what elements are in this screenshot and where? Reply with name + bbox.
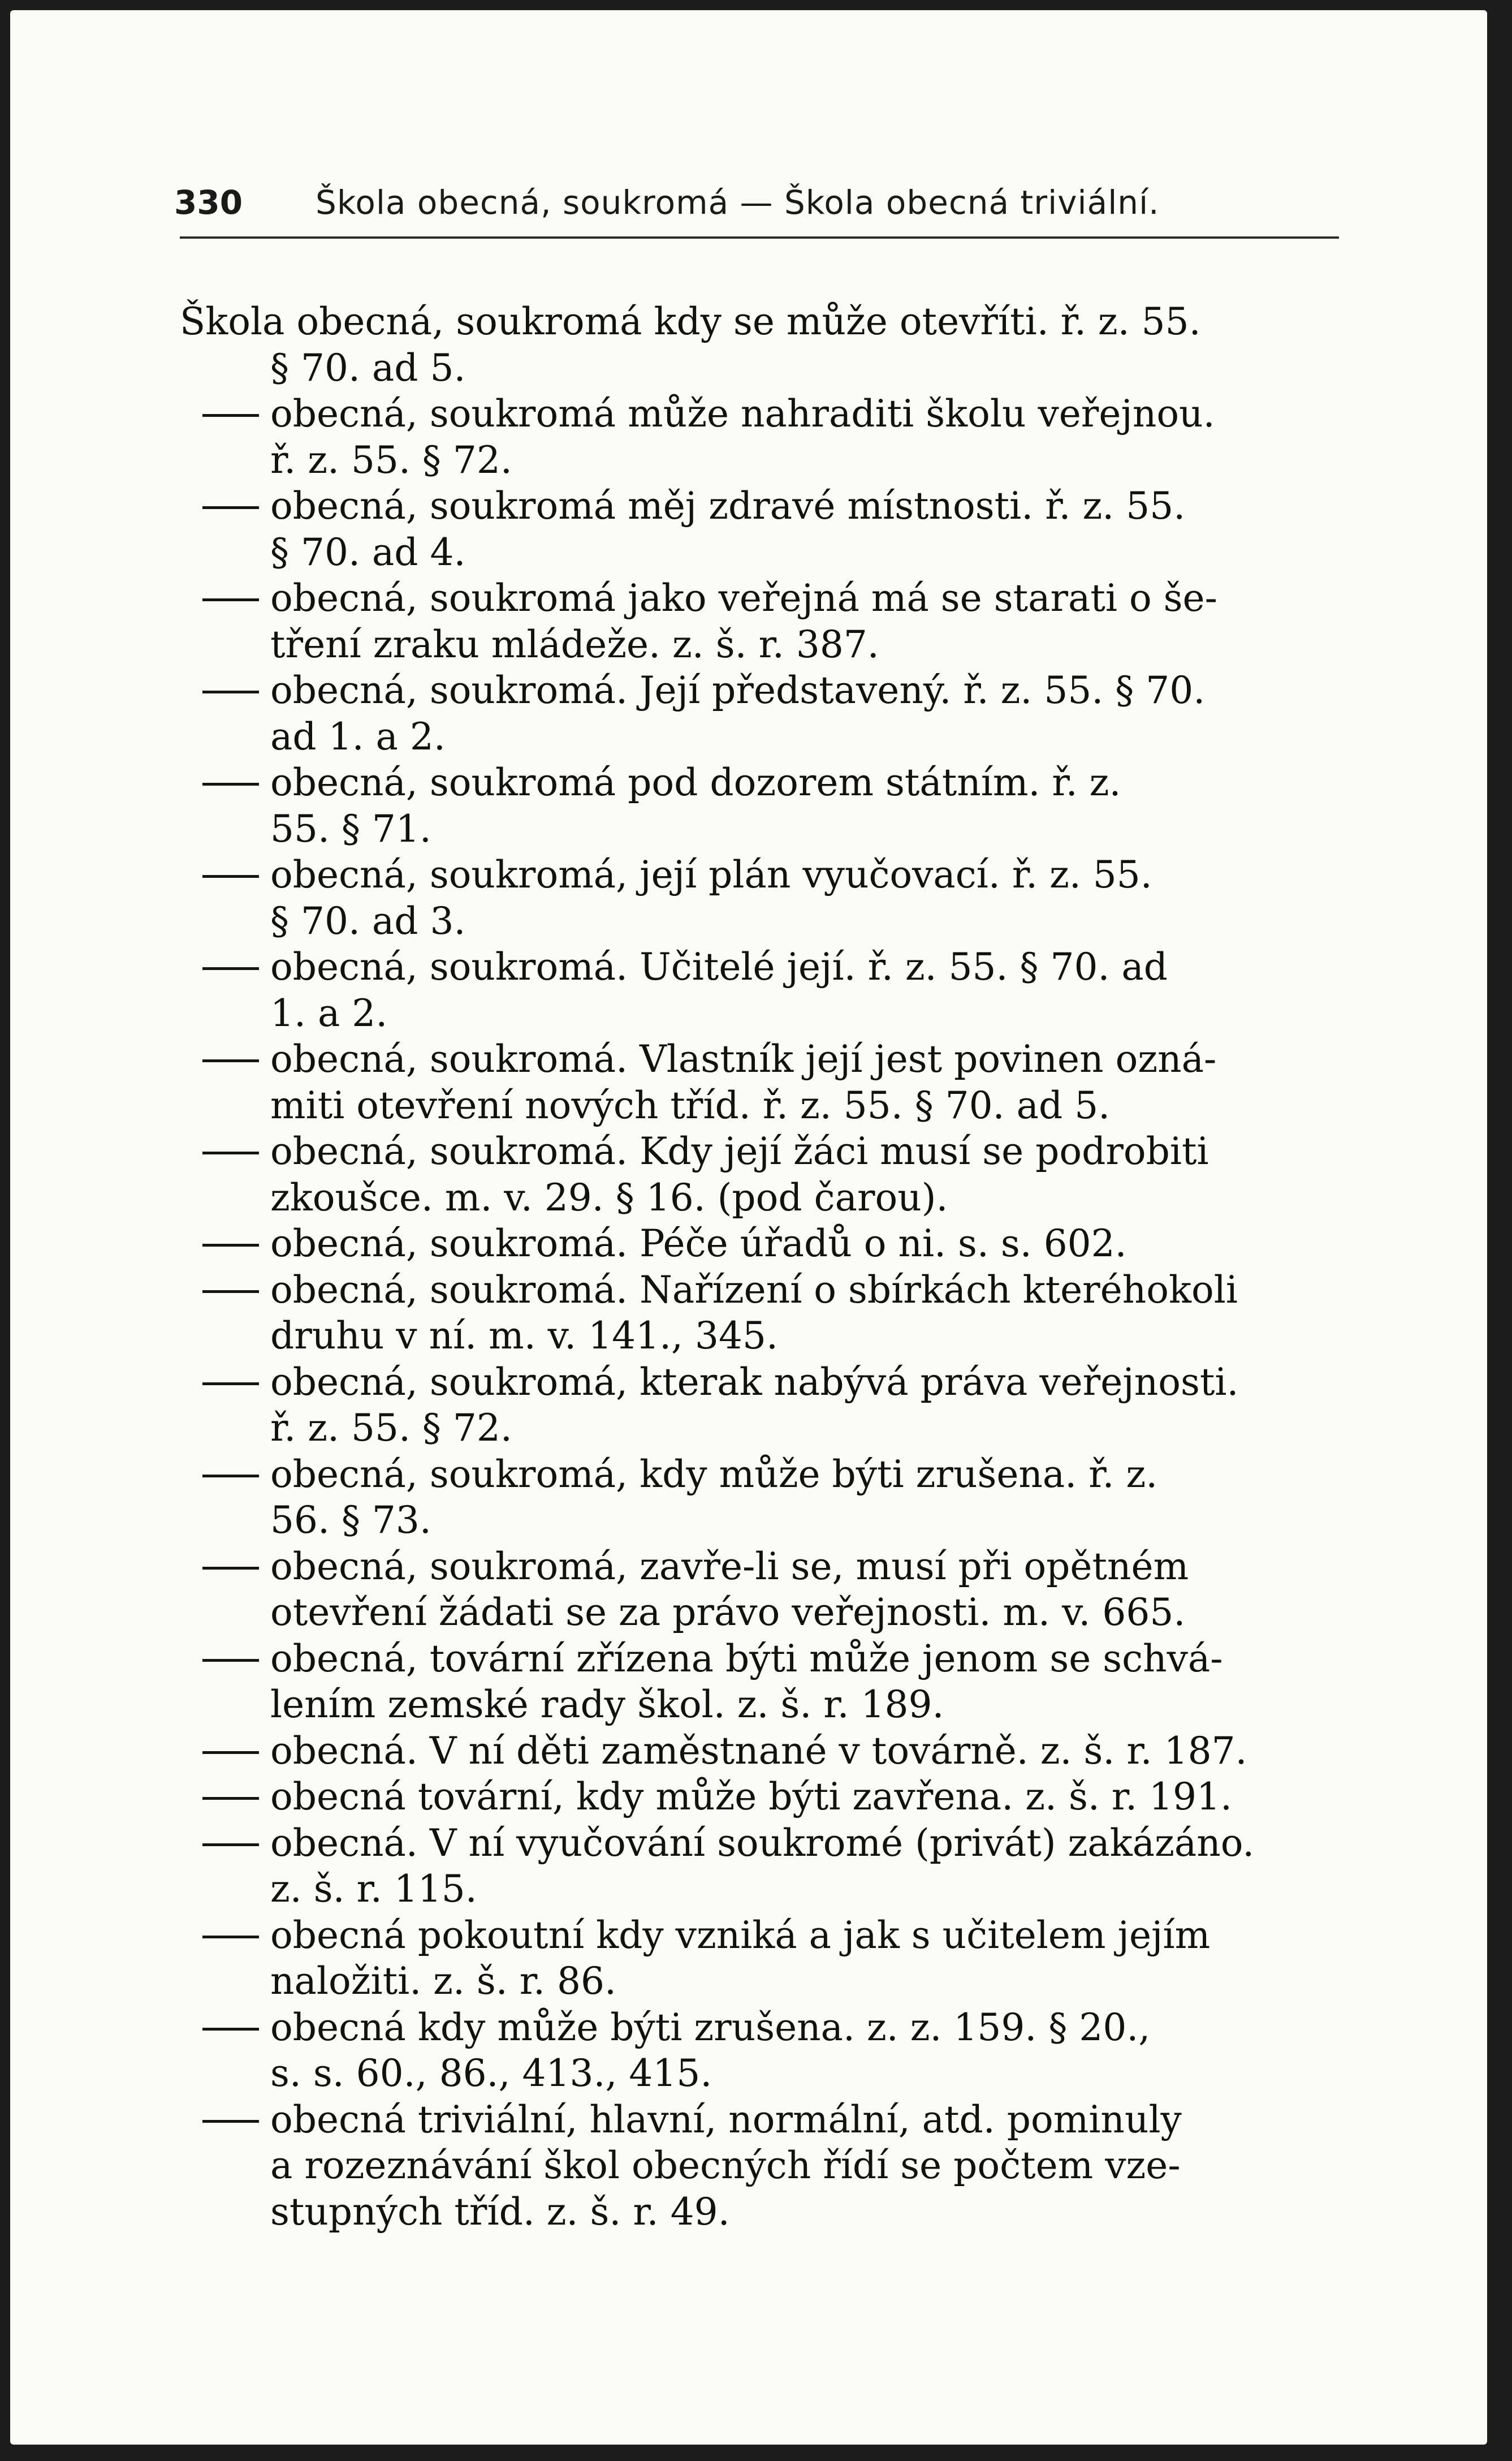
- entry-text: obecná, soukromá. Péče úřadů o ni. s. s. 602.: [270, 1222, 1127, 1265]
- entry-text: obecná, soukromá, její plán vyučovací. ř. z. 55.: [270, 853, 1152, 897]
- entry-continuation-line: [180, 1175, 1356, 1221]
- entry-text: obecná pokoutní kdy vzniká a jak s učitelem jejím: [270, 1913, 1211, 1957]
- index-entry: [180, 1912, 1356, 2005]
- index-entry: [180, 1774, 1356, 1820]
- index-entry: [180, 1128, 1356, 1221]
- entry-text: zkoušce. m. v. 29. § 16. (pod čarou).: [270, 1175, 948, 1219]
- entry-text: ad 1. a 2.: [270, 714, 446, 758]
- entry-text: s. s. 60., 86., 413., 415.: [270, 2051, 712, 2095]
- entry-text: ř. z. 55. § 72.: [270, 438, 512, 482]
- entry-continuation-line: [180, 1083, 1356, 1129]
- entry-continuation-line: [180, 714, 1356, 760]
- entry-continuation-line: [180, 1497, 1356, 1544]
- entry-line: [180, 2097, 1356, 2143]
- running-title: Škola obecná, soukromá — Škola obecná triviální.: [316, 183, 1160, 222]
- index-entry: [180, 391, 1356, 483]
- entry-line: [180, 483, 1356, 529]
- entry-text: druhu v ní. m. v. 141., 345.: [270, 1314, 778, 1357]
- entry-text: stupných tříd. z. š. r. 49.: [270, 2190, 730, 2234]
- book-page: [10, 10, 1487, 2445]
- entry-text: obecná, soukromá. Vlastník její jest povinen ozná-: [270, 1037, 1217, 1081]
- entry-text: obecná tovární, kdy může býti zavřena. z. š. r. 191.: [270, 1775, 1233, 1818]
- entry-line: [180, 1728, 1356, 1774]
- entry-line: [180, 667, 1356, 714]
- entry-text: obecná, tovární zřízena býti může jenom se schvá-: [270, 1636, 1223, 1680]
- entry-continuation-line: [180, 2050, 1356, 2097]
- entry-text: otevření žádati se za právo veřejnosti. m. v. 665.: [270, 1591, 1186, 1634]
- entry-line: [180, 1544, 1356, 1590]
- entry-text: naložiti. z. š. r. 86.: [270, 1959, 616, 2003]
- index-entry: [180, 1036, 1356, 1128]
- entry-continuation-line: [180, 898, 1356, 945]
- index-entry: [180, 944, 1356, 1036]
- entry-continuation-line: [180, 345, 1356, 391]
- index-entry: [180, 1359, 1356, 1451]
- entry-text: Škola obecná, soukromá kdy se může otevříti. ř. z. 55.: [180, 300, 1201, 343]
- entry-text: obecná kdy může býti zrušena. z. z. 159. § 20.,: [270, 2005, 1151, 2049]
- entry-continuation-line: [180, 529, 1356, 576]
- entry-text: z. š. r. 115.: [270, 1867, 477, 1911]
- entry-continuation-line: [180, 1313, 1356, 1359]
- entry-line: [180, 760, 1356, 806]
- entry-text: obecná. V ní děti zaměstnané v továrně. z. š. r. 187.: [270, 1729, 1247, 1773]
- entry-line: [180, 1451, 1356, 1498]
- entry-continuation-line: [180, 2143, 1356, 2189]
- entry-text: miti otevření nových tříd. ř. z. 55. § 70. ad 5.: [270, 1083, 1111, 1127]
- entry-continuation-line: [180, 806, 1356, 852]
- index-entry: [180, 299, 1356, 391]
- header-rule: [180, 236, 1339, 239]
- entry-continuation-line: [180, 1589, 1356, 1636]
- entry-line: [180, 944, 1356, 990]
- index-entry: [180, 1636, 1356, 1728]
- entry-continuation-line: [180, 2189, 1356, 2235]
- entry-line: [180, 2005, 1356, 2051]
- entry-line: [180, 391, 1356, 437]
- index-entry: [180, 483, 1356, 575]
- entry-line: [180, 852, 1356, 898]
- entry-text: § 70. ad 5.: [270, 346, 466, 390]
- entry-text: obecná, soukromá pod dozorem státním. ř. z.: [270, 761, 1121, 804]
- entry-continuation-line: [180, 1405, 1356, 1451]
- entry-line: [180, 1912, 1356, 1959]
- entry-line: [180, 299, 1356, 345]
- entry-text: 55. § 71.: [270, 807, 431, 851]
- index-entry: [180, 1267, 1356, 1359]
- entry-text: tření zraku mládeže. z. š. r. 387.: [270, 622, 879, 666]
- entry-text: obecná, soukromá. Nařízení o sbírkách kteréhokoli: [270, 1268, 1238, 1312]
- entry-text: obecná, soukromá. Její představený. ř. z. 55. § 70.: [270, 669, 1206, 712]
- index-entry: [180, 667, 1356, 760]
- entry-text: a rozeznávání škol obecných řídí se počtem vze-: [270, 2144, 1181, 2187]
- entry-text: 1. a 2.: [270, 991, 388, 1035]
- index-entry: [180, 852, 1356, 944]
- entry-text: obecná, soukromá. Kdy její žáci musí se podrobiti: [270, 1130, 1209, 1173]
- index-entry: [180, 760, 1356, 852]
- entry-text: obecná, soukromá jako veřejná má se starati o še-: [270, 576, 1217, 620]
- page-header: [174, 180, 1350, 225]
- entry-text: obecná, soukromá může nahraditi školu veřejnou.: [270, 392, 1215, 436]
- entry-continuation-line: [180, 990, 1356, 1037]
- entry-line: [180, 1128, 1356, 1175]
- index-entry: [180, 2005, 1356, 2097]
- entry-continuation-line: [180, 1682, 1356, 1728]
- index-entries: [180, 299, 1356, 2235]
- entry-text: ř. z. 55. § 72.: [270, 1406, 512, 1450]
- index-entry: [180, 1451, 1356, 1544]
- index-entry: [180, 1820, 1356, 1912]
- entry-text: obecná, soukromá měj zdravé místnosti. ř. z. 55.: [270, 484, 1186, 528]
- index-entry: [180, 1221, 1356, 1267]
- entry-text: § 70. ad 3.: [270, 899, 466, 943]
- entry-line: [180, 1036, 1356, 1083]
- entry-continuation-line: [180, 1866, 1356, 1912]
- entry-line: [180, 1221, 1356, 1267]
- index-entry: [180, 2097, 1356, 2235]
- entry-text: 56. § 73.: [270, 1498, 431, 1542]
- entry-text: obecná triviální, hlavní, normální, atd. pominuly: [270, 2097, 1182, 2141]
- entry-text: § 70. ad 4.: [270, 530, 466, 574]
- entry-continuation-line: [180, 1958, 1356, 2005]
- entry-line: [180, 1820, 1356, 1867]
- entry-continuation-line: [180, 437, 1356, 484]
- entry-text: obecná. V ní vyučování soukromé (privát) zakázáno.: [270, 1821, 1255, 1865]
- index-entry: [180, 1544, 1356, 1636]
- entry-line: [180, 1359, 1356, 1406]
- index-entry: [180, 1728, 1356, 1774]
- page-number: 330: [174, 183, 243, 222]
- entry-line: [180, 1267, 1356, 1313]
- entry-text: obecná, soukromá, kdy může býti zrušena. ř. z.: [270, 1452, 1158, 1496]
- entry-text: obecná, soukromá, zavře-li se, musí při opětném: [270, 1544, 1189, 1588]
- entry-line: [180, 575, 1356, 622]
- entry-line: [180, 1774, 1356, 1820]
- entry-text: obecná, soukromá. Učitelé její. ř. z. 55. § 70. ad: [270, 945, 1168, 989]
- entry-text: obecná, soukromá, kterak nabývá práva veřejnosti.: [270, 1360, 1239, 1404]
- index-entry: [180, 575, 1356, 667]
- entry-continuation-line: [180, 622, 1356, 668]
- entry-line: [180, 1636, 1356, 1682]
- entry-text: lením zemské rady škol. z. š. r. 189.: [270, 1683, 944, 1726]
